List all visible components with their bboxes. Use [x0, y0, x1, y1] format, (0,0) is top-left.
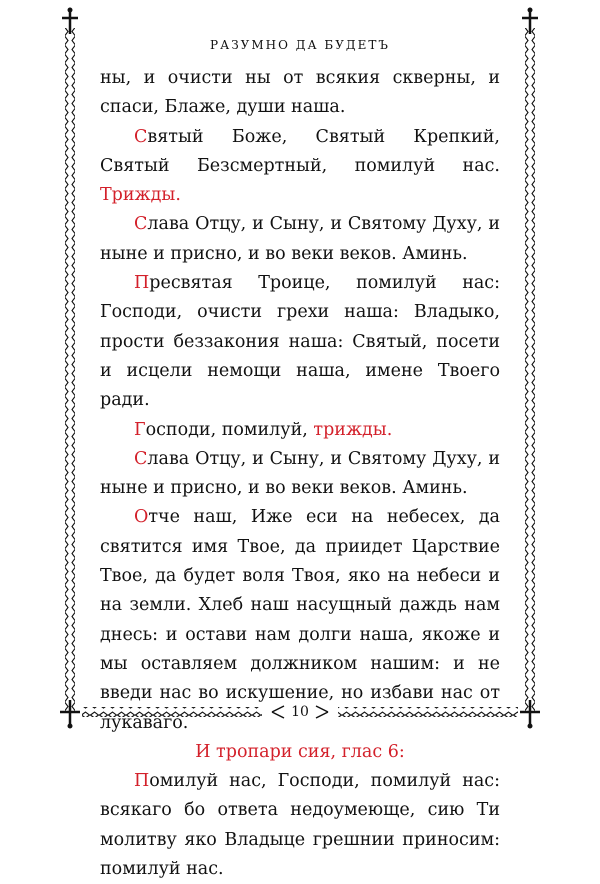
drop-initial: С [134, 214, 148, 235]
page-number: 10 [291, 704, 309, 720]
corner-cross-icon [522, 8, 538, 35]
paragraph-text: ресвятая Троице, помилуй нас: Господи, очисти грехи наша: Владыко, прости беззакония наша: Святый, посети и исцели немощи наша, имене Твоего ради. [100, 273, 500, 411]
troparia-heading: И тропари сия, глас 6: [195, 741, 405, 762]
running-header: РАЗУМНО ДА БУДЕТЪ [210, 38, 390, 52]
drop-initial: П [134, 273, 150, 294]
drop-initial: О [134, 507, 149, 528]
paragraph-6 [100, 445, 500, 504]
paragraph-3 [100, 210, 500, 269]
prayer-text [100, 64, 500, 884]
left-border-chain [65, 28, 75, 713]
paragraph-text: лава Отцу, и Сыну, и Святому Духу, и ныне и присно, и во веки веков. Аминь. [100, 214, 500, 264]
paragraph-text: осподи, помилуй, [145, 419, 308, 440]
drop-initial: Г [134, 419, 146, 440]
paragraph-5 [100, 416, 500, 445]
paragraph-text: вятый Боже, Святый Крепкий, Святый Безсмертный, помилуй нас. [100, 126, 500, 176]
paragraph-text: лава Отцу, и Сыну, и Святому Духу, и ныне и присно, и во веки веков. Аминь. [100, 448, 500, 499]
drop-initial: С [134, 448, 148, 469]
right-border-chain [525, 28, 535, 713]
rubric-note: трижды. [313, 419, 393, 440]
paragraph-text: тче наш, Иже еси на небесех, да святится имя Твое, да приидет Царствие Твое, да будет воля Твоя, яко на небеси и на земли. Хлеб наш насущный даждь нам днесь: и остави нам долги наша, якоже и мы оставляем должником нашим: и не введи нас во искушение, но избави нас от лукаваго. [100, 507, 500, 733]
corner-cross-icon [62, 8, 78, 35]
paragraph-2 [100, 123, 500, 211]
drop-initial: П [134, 771, 150, 792]
paragraph-7 [100, 503, 500, 737]
paragraph-text: ны, и очисти ны от всякия скверны, и спаси, Блаже, души наша. [100, 68, 500, 118]
paragraph-final [100, 767, 500, 884]
drop-initial: С [134, 126, 148, 147]
paragraph-text: омилуй нас, Господи, помилуй нас: всякаго бо ответа недоумеюще, сию Ти молитву яко Владыце грешнии приносим: помилуй нас. [100, 771, 500, 880]
rubric-note: Трижды. [100, 185, 181, 206]
paragraph-4 [100, 269, 500, 415]
paragraph-1 [100, 64, 500, 123]
